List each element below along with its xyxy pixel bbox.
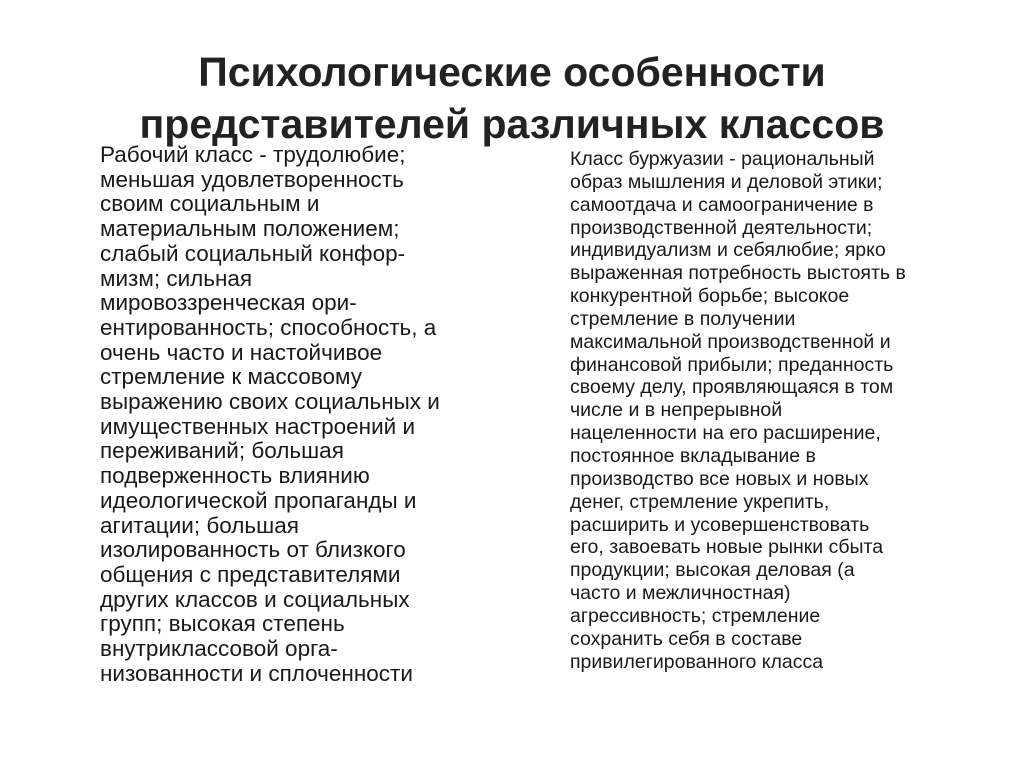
text-line: своим социальным и (100, 191, 320, 217)
text-line: других классов и социальных (100, 586, 410, 612)
text-line: конкурентной борьбе; высокое (570, 285, 850, 308)
text-line: подверженность влиянию (100, 463, 370, 489)
text-line: постоянное вкладывание в (570, 444, 816, 467)
text-line: материальным положением; (100, 216, 400, 242)
text-line: денег, стремление укрепить, (570, 490, 830, 513)
slide-title (0, 46, 1024, 150)
text-line: Класс буржуазии - рациональный (570, 148, 875, 170)
bourgeoisie-class-text (570, 148, 906, 673)
text-line: очень часто и настойчивое (100, 339, 383, 365)
text-line: выраженная потребность выстоять в (570, 262, 906, 285)
text-line: сохранить себя в составе (570, 627, 803, 650)
title-line: представителей различных классов (139, 101, 885, 147)
text-line: максимальной производственной и (570, 330, 891, 353)
text-line: низованности и сплоченности (100, 660, 413, 686)
text-line: числе и в непрерывной (570, 399, 783, 422)
text-line: Рабочий класс - трудолюбие; (100, 142, 406, 167)
text-line: самоотдача и самоограничение в (570, 193, 874, 216)
text-line: групп; высокая степень (100, 611, 345, 637)
text-line: производство все новых и новых (570, 467, 869, 490)
text-line: привилегированного класса (570, 650, 824, 673)
text-line: производственной деятельности; (570, 216, 873, 239)
text-line: переживаний; большая (100, 438, 344, 464)
text-line: выражению своих социальных и (100, 389, 440, 415)
text-line: своему делу, проявляющаяся в том (570, 376, 894, 399)
text-line: индивидуализм и себялюбие; ярко (570, 239, 886, 262)
text-line: стремление к массовому (100, 364, 362, 390)
text-line: финансовой прибыли; преданность (570, 353, 894, 376)
text-line: меньшая удовлетворенность (100, 166, 404, 192)
text-line: идеологической пропаганды и (100, 487, 417, 513)
text-line: общения с представителями (100, 561, 401, 587)
text-line: внутриклассовой орга- (100, 636, 338, 662)
text-line: изолированность от близкого (100, 537, 406, 563)
text-line: агитации; большая (100, 512, 299, 538)
text-line: расширить и усовершенствовать (570, 513, 870, 536)
text-line: стремление в получении (570, 307, 796, 330)
text-line: продукции; высокая деловая (а (570, 559, 855, 582)
text-line: часто и межличностная) (570, 582, 791, 605)
text-line: слабый социальный конфор- (100, 240, 406, 266)
text-line: образ мышления и деловой этики; (570, 170, 883, 193)
working-class-text (100, 143, 440, 686)
text-line: имущественных настроений и (100, 413, 416, 439)
text-line: мировоззренческая ори- (100, 290, 357, 316)
text-line: мизм; сильная (100, 265, 253, 291)
text-line: ентированность; способность, а (100, 314, 437, 340)
text-line: агрессивность; стремление (570, 604, 821, 627)
title-line: Психологические особенности (198, 49, 826, 95)
text-line: его, завоевать новые рынки сбыта (570, 536, 884, 559)
text-line: нацеленности на его расширение, (570, 422, 881, 445)
